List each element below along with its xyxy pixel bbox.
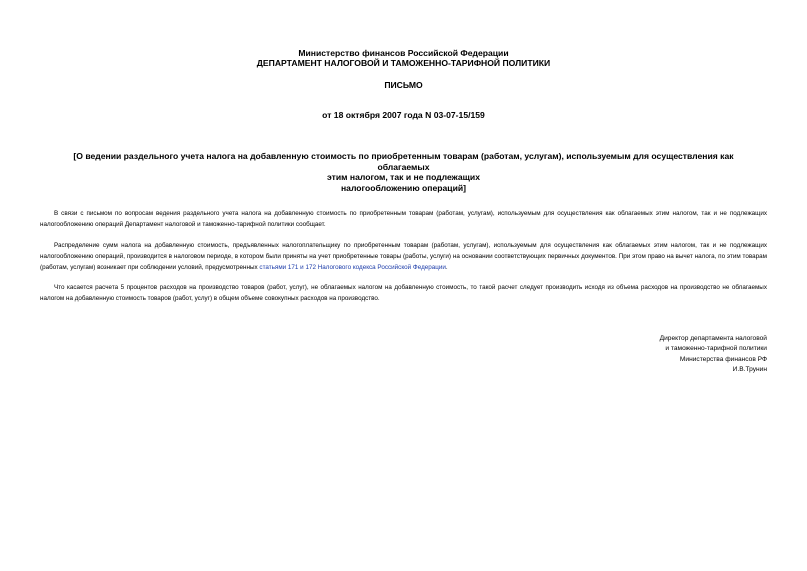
document-subject	[40, 151, 767, 193]
signature-line-1: Директор департамента налоговой	[659, 335, 767, 342]
ministry-heading: Министерство финансов Российской Федерации	[298, 48, 509, 58]
subject-line-2: облагаемых	[377, 161, 430, 172]
department-heading: ДЕПАРТАМЕНТ НАЛОГОВОЙ И ТАМОЖЕННО-ТАРИФНОЙ ПОЛИТИКИ	[256, 58, 551, 68]
signature-block	[660, 334, 767, 376]
subject-line-4: налогообложению операций]	[340, 182, 467, 193]
paragraph-2-end: .	[445, 264, 448, 272]
body-paragraph-1: В связи с письмом по вопросам ведения раздельного учета налога на добавленную стоимость по приобретенным товарам (работам, услугам), используемым для осуществления как облагаемых этим налогом, так и не подлежащих налогообложению операций Департамент налоговой и таможенно-тарифной политики сообщает.	[40, 210, 767, 229]
signature-line-2: и таможенно-тарифной политики	[665, 345, 767, 353]
subject-line-3: этим налогом, так и не подлежащих	[327, 172, 480, 182]
body-paragraph-2	[40, 240, 767, 274]
body-paragraph-3: Что касается расчета 5 процентов расходов на производство товаров (работ, услуг), не облагаемых налогом на добавленную стоимость, то такой расчет следует производить исходя из объема расходов на производство не облагаемых налогом на добавленную стоимость товаров (работ, услуг) в общем объеме совокупных расходов на производство.	[40, 284, 767, 303]
tax-code-articles-link[interactable]: статьями 171 и 172 Налогового кодекса Российской Федерации	[259, 264, 446, 272]
document-type-heading: ПИСЬМО	[384, 80, 423, 90]
document-date-number: от 18 октября 2007 года N 03-07-15/159	[322, 110, 485, 120]
subject-line-1: [О ведении раздельного учета налога на добавленную стоимость по приобретенным товарам (работам, услугам), используемым для осуществления как	[73, 151, 734, 161]
signatory-name: И.В.Трунин	[732, 366, 767, 374]
paragraph-2-text: Распределение сумм налога на добавленную стоимость, предъявленных налогоплательщику по приобретенным товарам (работам, услугам), используемым для осуществления как облагаемых этим налогом, так и не подлежащих налогообложению операций, производится в налоговом периоде, в котором были приняты на учет приобретенные товары (работы, услуги) на основании соответствующих первичных документов. При этом право на вычет налога, по этим товарам (работам, услугам) возникает при соблюдении условий, предусмотренных	[40, 242, 767, 272]
signature-line-3: Министерства финансов РФ	[679, 355, 767, 363]
